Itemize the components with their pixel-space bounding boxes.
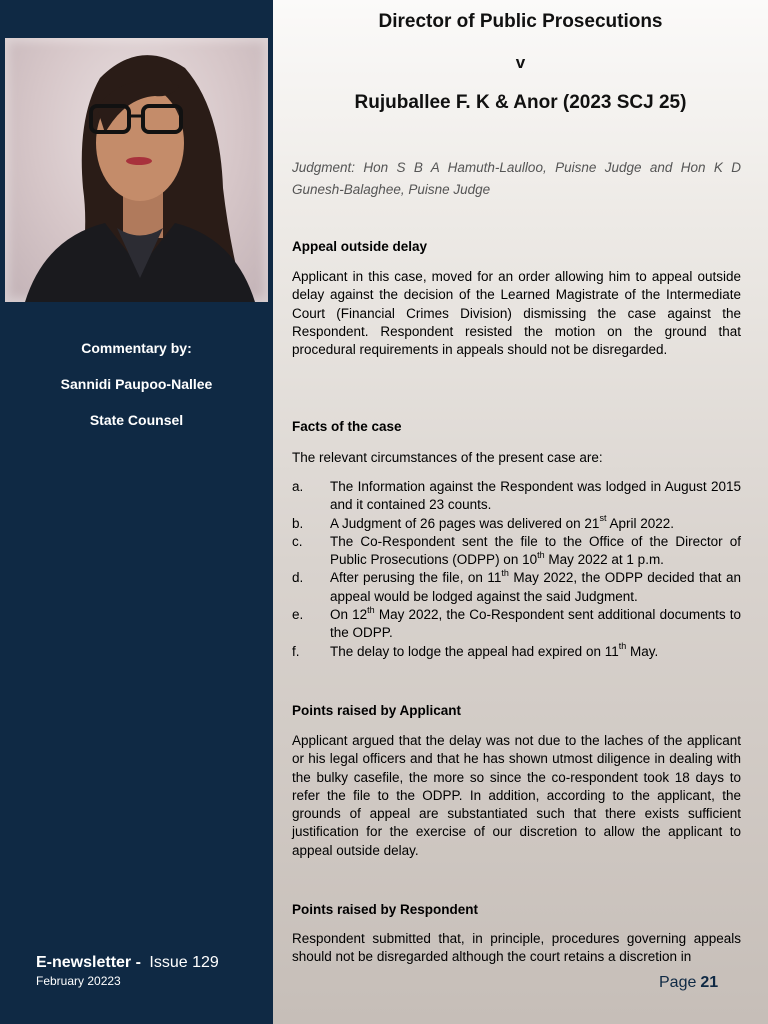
page-label: Page bbox=[659, 974, 697, 991]
case-title-line3: Rujuballee F. K & Anor (2023 SCJ 25) bbox=[354, 92, 687, 113]
fact-item bbox=[292, 533, 741, 570]
fact-marker: c. bbox=[292, 533, 303, 549]
newsletter-title: E-newsletter - bbox=[36, 954, 141, 971]
fact-text: After perusing the file, on 11th May 2022, the ODPP decided that an appeal would be lodged against the said Judgment. bbox=[330, 567, 741, 604]
commentary-label: Commentary by: bbox=[81, 340, 192, 356]
page-number bbox=[659, 974, 718, 992]
fact-marker: a. bbox=[292, 479, 304, 494]
fact-item bbox=[292, 478, 741, 515]
page-value: 21 bbox=[700, 974, 719, 991]
main-content bbox=[273, 0, 768, 1024]
case-title-versus: v bbox=[515, 53, 526, 72]
applicant-heading: Points raised by Applicant bbox=[292, 703, 462, 718]
facts-intro: The relevant circumstances of the present case are: bbox=[292, 450, 603, 465]
fact-marker: e. bbox=[292, 607, 304, 623]
facts-heading: Facts of the case bbox=[292, 419, 402, 434]
fact-text: The delay to lodge the appeal had expired on 11th May. bbox=[330, 641, 659, 659]
fact-text: The Co-Respondent sent the file to the Office of the Director of Public Prosecutions (ODPP) on 10th May 2022 at 1 p.m. bbox=[330, 533, 741, 568]
author-role: State Counsel bbox=[89, 412, 184, 428]
fact-item bbox=[292, 643, 741, 661]
appeal-heading: Appeal outside delay bbox=[292, 239, 428, 254]
fact-marker: b. bbox=[292, 515, 304, 531]
respondent-text: Respondent submitted that, in principle, procedures governing appeals should not be disregarded although the court retains a discretion in bbox=[292, 931, 741, 965]
issue-number: Issue 129 bbox=[149, 954, 219, 971]
case-title-line1: Director of Public Prosecutions bbox=[378, 11, 663, 32]
fact-text: On 12th May 2022, the Co-Respondent sent additional documents to the ODPP. bbox=[330, 604, 741, 641]
fact-marker: f. bbox=[292, 643, 300, 659]
fact-item bbox=[292, 515, 741, 533]
sidebar bbox=[0, 0, 273, 1024]
respondent-heading: Points raised by Respondent bbox=[292, 902, 479, 917]
newsletter-line bbox=[36, 954, 219, 972]
fact-marker: d. bbox=[292, 570, 304, 586]
facts-list bbox=[292, 478, 741, 661]
applicant-text: Applicant argued that the delay was not due to the laches of the applicant or his legal officers and that he has shown utmost diligence in dealing with the bulky casefile, the more so since the co-respondent took 18 days to refer the file to the ODPP. In addition, according to the applicant, the grounds of appeal are substantiated such that there exists sufficient justification for the exercise of our discretion to allow the applicant to appeal outside delay. bbox=[292, 733, 741, 858]
fact-text: The Information against the Respondent was lodged in August 2015 and it contained 23 counts. bbox=[330, 479, 741, 513]
newsletter-info bbox=[36, 954, 219, 988]
judgment-line: Judgment: Hon S B A Hamuth-Laulloo, Puisne Judge and Hon K D Gunesh-Balaghee, Puisne Judge bbox=[292, 160, 741, 197]
fact-item bbox=[292, 606, 741, 643]
fact-text: A Judgment of 26 pages was delivered on 21st April 2022. bbox=[330, 513, 674, 531]
issue-date: February 20223 bbox=[36, 974, 121, 988]
author-name: Sannidi Paupoo-Nallee bbox=[60, 376, 213, 392]
appeal-text: Applicant in this case, moved for an order allowing him to appeal outside delay against the decision of the Learned Magistrate of the Intermediate Court (Financial Crimes Division) dismissing the case against the Respondent. Respondent resisted the motion on the ground that procedural requirements in appeals should not be disregarded. bbox=[292, 269, 741, 358]
fact-item bbox=[292, 569, 741, 606]
author-photo bbox=[5, 38, 268, 302]
